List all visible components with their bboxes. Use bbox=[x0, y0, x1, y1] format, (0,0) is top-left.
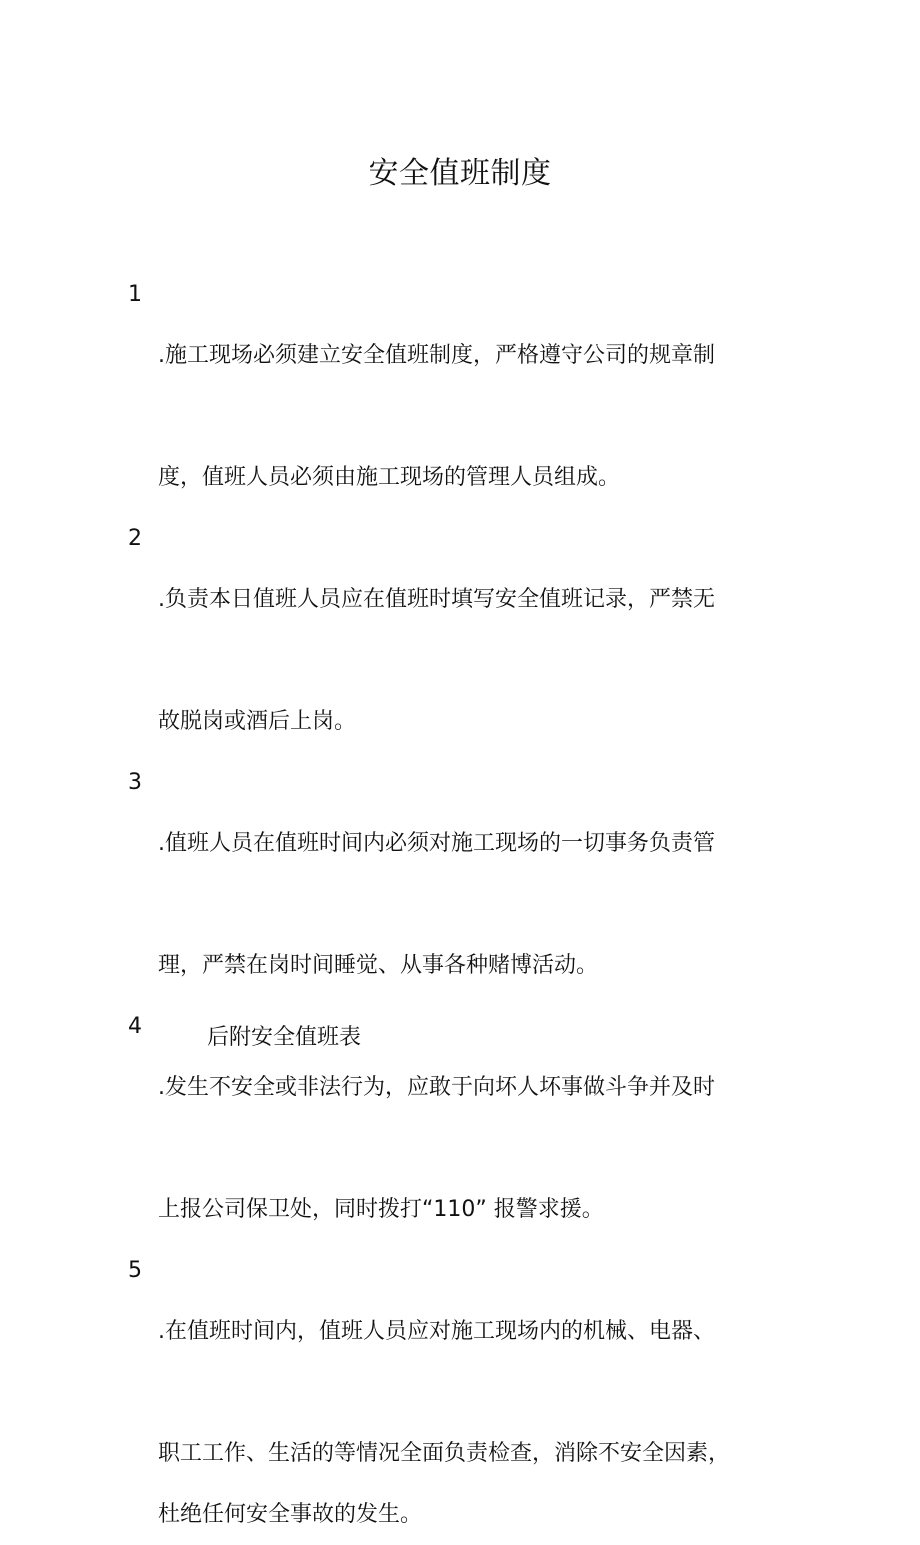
item-text-rest: 度，值班人员必须由施工现场的管理人员组成。 bbox=[158, 465, 621, 490]
item-text-line1: .施工现场必须建立安全值班制度，严格遵守公司的规章制 bbox=[158, 343, 715, 368]
item-text bbox=[158, 752, 808, 996]
item-number: 4 bbox=[128, 1014, 142, 1039]
page-title: 安全值班制度 bbox=[368, 156, 552, 191]
item-text-rest: 理，严禁在岗时间睡觉、从事各种赌博活动。 bbox=[158, 953, 599, 978]
list-item bbox=[128, 752, 808, 996]
item-text bbox=[158, 264, 808, 508]
item-number: 2 bbox=[128, 526, 142, 551]
item-text bbox=[158, 508, 808, 752]
item-number: 5 bbox=[128, 1258, 142, 1283]
item-text-line1: .发生不安全或非法行为，应敢于向坏人坏事做斗争并及时 bbox=[158, 1075, 715, 1100]
rules-list bbox=[128, 264, 808, 1545]
item-text bbox=[158, 1240, 808, 1545]
list-item bbox=[128, 508, 808, 752]
item-number: 3 bbox=[128, 770, 142, 795]
item-text-line1: .负责本日值班人员应在值班时填写安全值班记录，严禁无 bbox=[158, 587, 715, 612]
item-text-rest: 职工工作、生活的等情况全面负责检查，消除不安全因素， 杜绝任何安全事故的发生。 bbox=[158, 1441, 731, 1527]
item-text-line1: .值班人员在值班时间内必须对施工现场的一切事务负责管 bbox=[158, 831, 715, 856]
item-text-line1: .在值班时间内，值班人员应对施工现场内的机械、电器、 bbox=[158, 1319, 715, 1344]
item-text-rest: 上报公司保卫处，同时拨打“110” 报警求援。 bbox=[158, 1197, 604, 1222]
list-item bbox=[128, 1240, 808, 1545]
appendix-note: 后附安全值班表 bbox=[207, 1025, 362, 1050]
item-text-rest: 故脱岗或酒后上岗。 bbox=[158, 709, 357, 734]
list-item bbox=[128, 264, 808, 508]
item-number: 1 bbox=[128, 282, 142, 307]
